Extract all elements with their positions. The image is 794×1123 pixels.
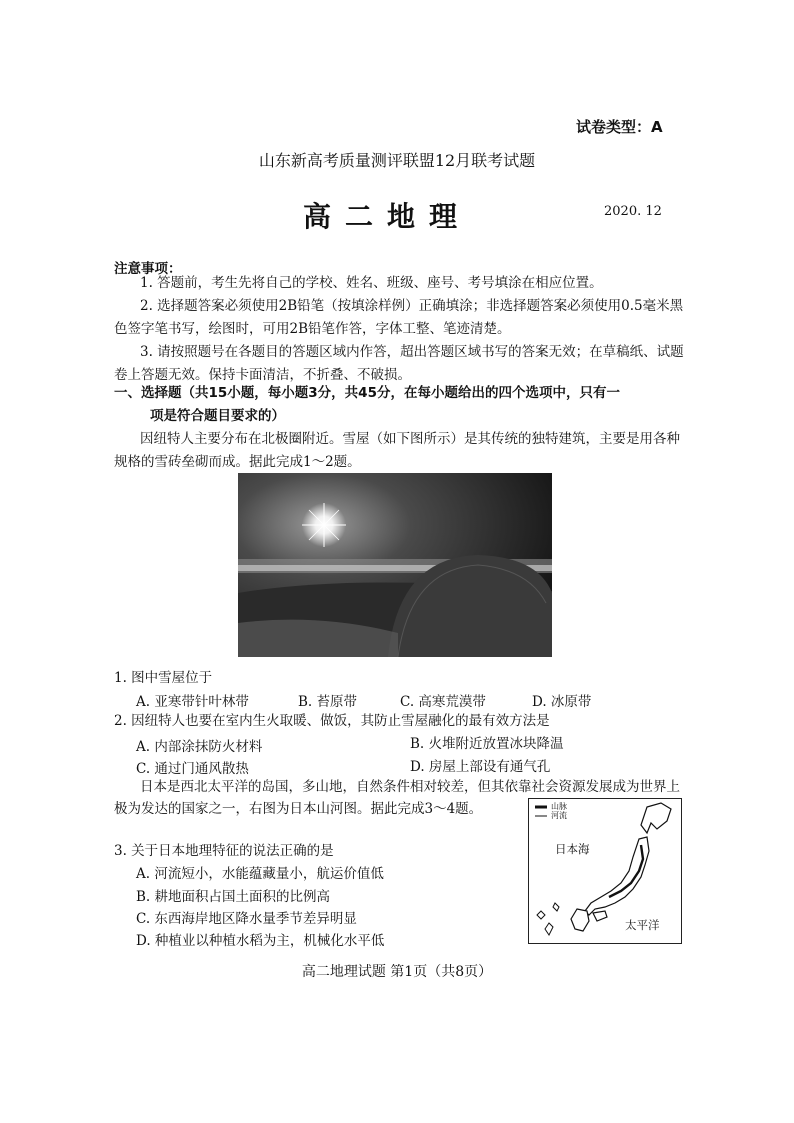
notice-item: 3. 请按照题号在各题目的答题区域内作答，超出答题区域书写的答案无效；在草稿纸、试题卷上答题无效。保持卡面清洁，不折叠、不破损。 [114,344,684,383]
japan-map [528,798,682,944]
question-3-stem: 3. 关于日本地理特征的说法正确的是 [114,843,334,859]
notice-item: 1. 答题前，考生先将自己的学校、姓名、班级、座号、考号填涂在相应位置。 [140,275,603,291]
igloo-photo-image [238,473,552,657]
question-3-option: C. 东西海岸地区降水量季节差异明显 [136,911,357,927]
section-heading [114,382,692,428]
map-label-ocean: 太平洋 [625,918,660,932]
question-1-option: D. 冰原带 [532,694,592,710]
question-intro-text: 日本是西北太平洋的岛国，多山地，自然条件相对较差，但其依靠社会资源发展成为世界上极为发达的国家之一，右图为日本山河图。据此完成3～4题。 [114,779,680,817]
notice-list [114,272,692,387]
page-footer: 高二地理试题 第1页（共8页） [301,964,493,980]
question-3-option: D. 种植业以种植水稻为主，机械化水平低 [136,933,385,949]
question-2-option: B. 火堆附近放置冰块降温 [410,736,564,752]
map-legend-river: 河流 [551,811,567,820]
question-1-option: A. 亚寒带针叶林带 [136,694,249,710]
question-1-option: C. 高寒荒漠带 [400,694,486,710]
question-3-option: A. 河流短小，水能蕴藏量小，航运价值低 [136,866,384,882]
subject-title: 高二地理 [302,200,471,233]
question-3-option: B. 耕地面积占国土面积的比例高 [136,889,331,905]
question-intro [114,428,692,474]
question-2-option: D. 房屋上部设有通气孔 [410,759,551,775]
map-label-sea: 日本海 [555,842,590,856]
exam-date: 2020. 12 [604,204,662,219]
igloo-photo [238,473,552,657]
notice-heading: 注意事项： [114,261,182,277]
question-1-option: B. 苔原带 [298,694,358,710]
paper-type: 试卷类型：A [576,118,663,136]
section-heading-line: 一、选择题（共15小题，每小题3分，共45分，在每小题给出的四个选项中，只有一 [114,385,620,401]
map-legend-mountain: 山脉 [551,802,567,811]
section-heading-line: 项是符合题目要求的） [150,408,285,424]
question-intro-text: 因纽特人主要分布在北极圈附近。雪屋（如下图所示）是其传统的独特建筑，主要是用各种规格的雪砖垒砌而成。据此完成1～2题。 [114,431,680,470]
question-2-option: A. 内部涂抹防火材料 [136,739,263,755]
question-2-option: C. 通过门通风散热 [136,761,249,777]
question-1-stem: 1. 图中雪屋位于 [114,670,213,686]
notice-item: 2. 选择题答案必须使用2B铅笔（按填涂样例）正确填涂；非选择题答案必须使用0.5毫米黑色签字笔书写，绘图时，可用2B铅笔作答，字体工整、笔迹清楚。 [114,298,684,337]
question-2-stem: 2. 因纽特人也要在室内生火取暖、做饭，其防止雪屋融化的最有效方法是 [114,713,550,729]
exam-title: 山东新高考质量测评联盟12月联考试题 [258,151,536,170]
